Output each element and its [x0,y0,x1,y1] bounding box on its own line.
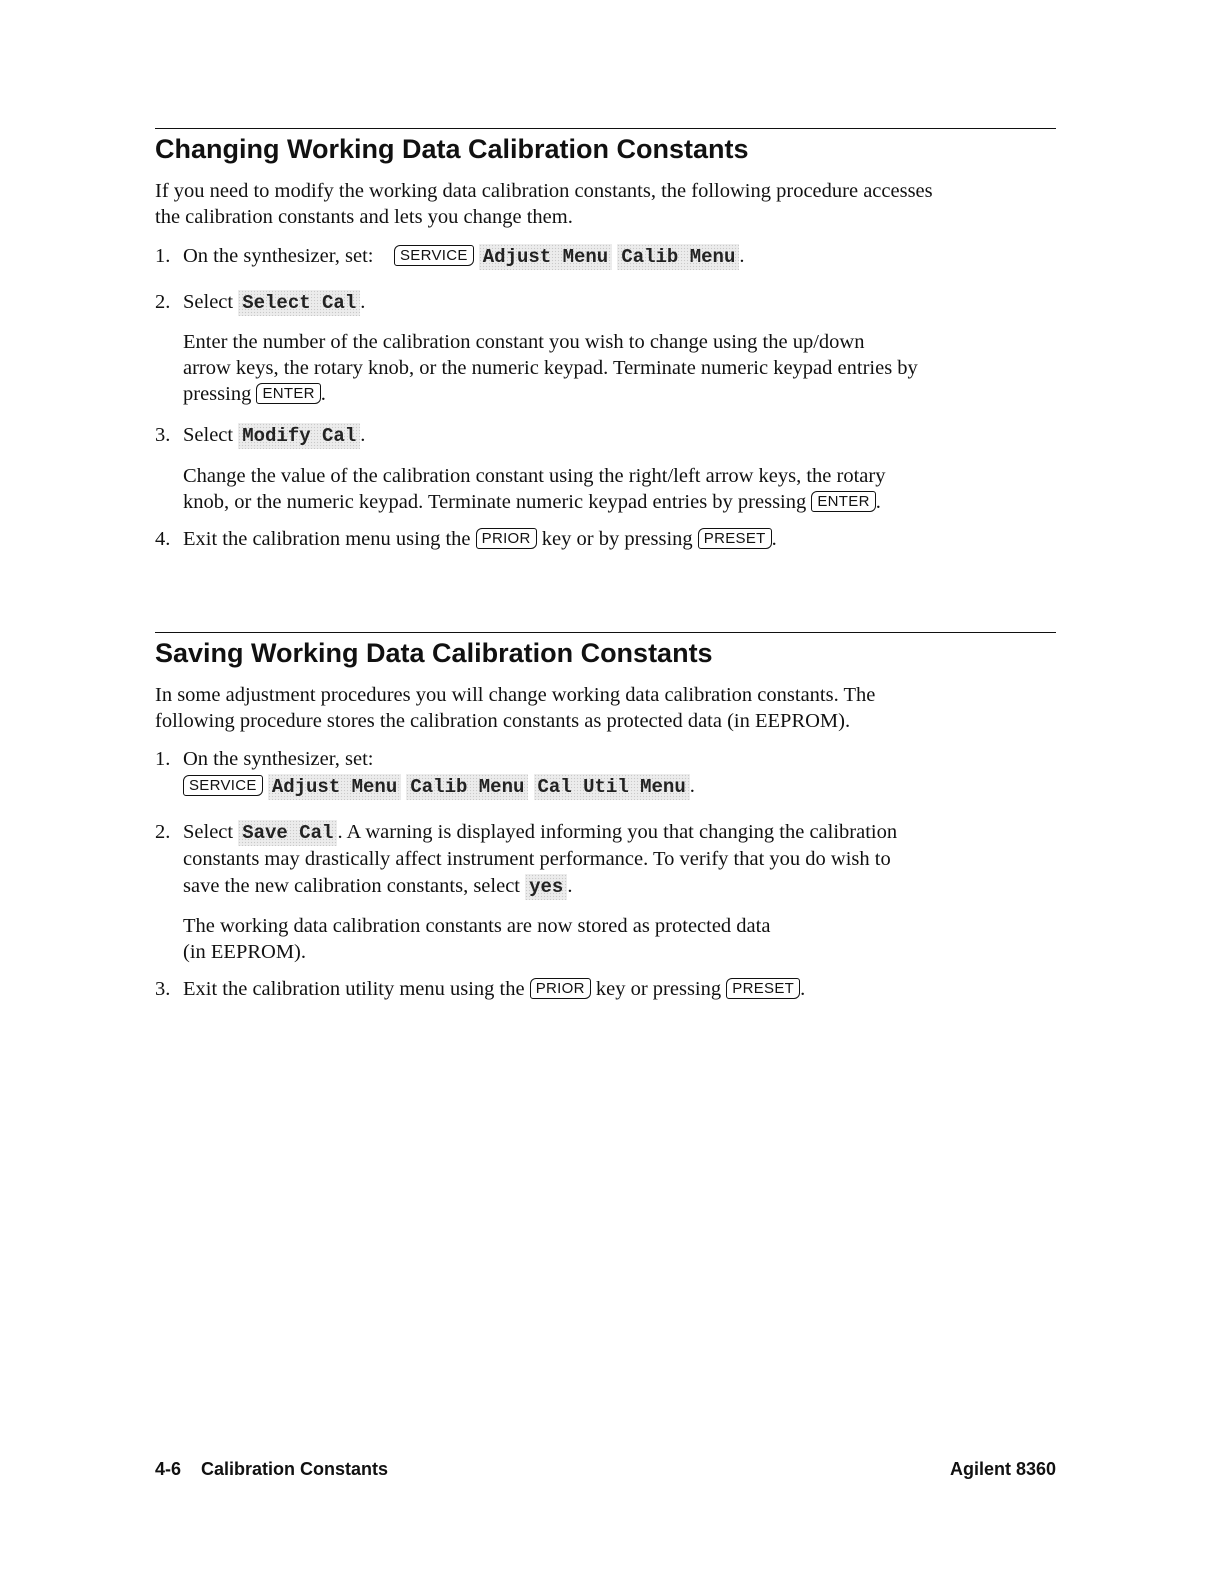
intro-text: the calibration constants and lets you change them. [155,206,573,228]
step-number: 2. [155,821,171,843]
service-key[interactable]: SERVICE [394,245,474,266]
step-number: 2. [155,291,171,313]
section-heading: Changing Working Data Calibration Constants [155,134,749,164]
modify-cal-softkey[interactable]: Modify Cal [238,423,360,449]
calib-menu-softkey[interactable]: Calib Menu [617,244,739,270]
intro-text: If you need to modify the working data calibration constants, the following procedure accesses [155,180,933,202]
section-rule [155,632,1056,633]
yes-softkey[interactable]: yes [525,874,567,900]
adjust-menu-softkey[interactable]: Adjust Menu [479,244,612,270]
calib-menu-softkey[interactable]: Calib Menu [406,774,528,800]
step-text: Select Modify Cal . [183,424,366,447]
footer-product-name: Agilent 8360 [949,1459,1056,1479]
step-text: save the new calibration constants, select yes . [183,875,573,898]
step-detail: (in EEPROM). [183,941,306,963]
step-detail: Change the value of the calibration constant using the right/left arrow keys, the rotary [183,465,886,487]
service-key[interactable]: SERVICE [183,775,263,796]
adjust-menu-softkey[interactable]: Adjust Menu [268,774,401,800]
enter-key[interactable]: ENTER [256,383,320,404]
step-detail: arrow keys, the rotary knob, or the numeric keypad. Terminate numeric keypad entries by [183,357,918,379]
save-cal-softkey[interactable]: Save Cal [238,820,337,846]
step-keys: SERVICE Adjust Menu Calib Menu Cal Util Menu . [183,773,695,800]
step-detail: knob, or the numeric keypad. Terminate numeric keypad entries by pressing ENTER . [183,491,881,513]
step-detail: The working data calibration constants are now stored as protected data [183,915,771,937]
step-number: 3. [155,424,171,446]
step-label: On the synthesizer, set: [183,245,374,267]
step-text: Select Select Cal . [183,291,366,314]
step-text: Select Save Cal . A warning is displayed informing you that changing the calibration [183,821,898,844]
step-text: constants may drastically affect instrument performance. To verify that you do wish to [183,848,891,870]
preset-key[interactable]: PRESET [698,528,772,549]
prior-key[interactable]: PRIOR [476,528,537,549]
step-detail: pressing ENTER . [183,383,326,405]
intro-text: In some adjustment procedures you will change working data calibration constants. The [155,684,876,706]
select-cal-softkey[interactable]: Select Cal [238,290,360,316]
preset-key[interactable]: PRESET [726,978,800,999]
enter-key[interactable]: ENTER [811,491,875,512]
prior-key[interactable]: PRIOR [530,978,591,999]
cal-util-menu-softkey[interactable]: Cal Util Menu [534,774,690,800]
section-rule [155,128,1056,129]
step-text: On the synthesizer, set: [183,748,374,770]
step-number: 3. [155,978,171,1000]
intro-text: following procedure stores the calibration constants as protected data (in EEPROM). [155,710,851,732]
section-heading: Saving Working Data Calibration Constants [155,638,713,668]
step-number: 4. [155,528,171,550]
step-text: On the synthesizer, set: SERVICE Adjust Menu Calib Menu . [183,245,745,268]
step-number: 1. [155,748,171,770]
step-number: 1. [155,245,171,267]
step-text: Exit the calibration utility menu using the PRIOR key or pressing PRESET . [183,978,806,1000]
step-text: Exit the calibration menu using the PRIOR key or by pressing PRESET . [183,528,777,550]
step-detail: Enter the number of the calibration constant you wish to change using the up/down [183,331,865,353]
footer-page-label: 4-6 Calibration Constants [155,1459,389,1479]
